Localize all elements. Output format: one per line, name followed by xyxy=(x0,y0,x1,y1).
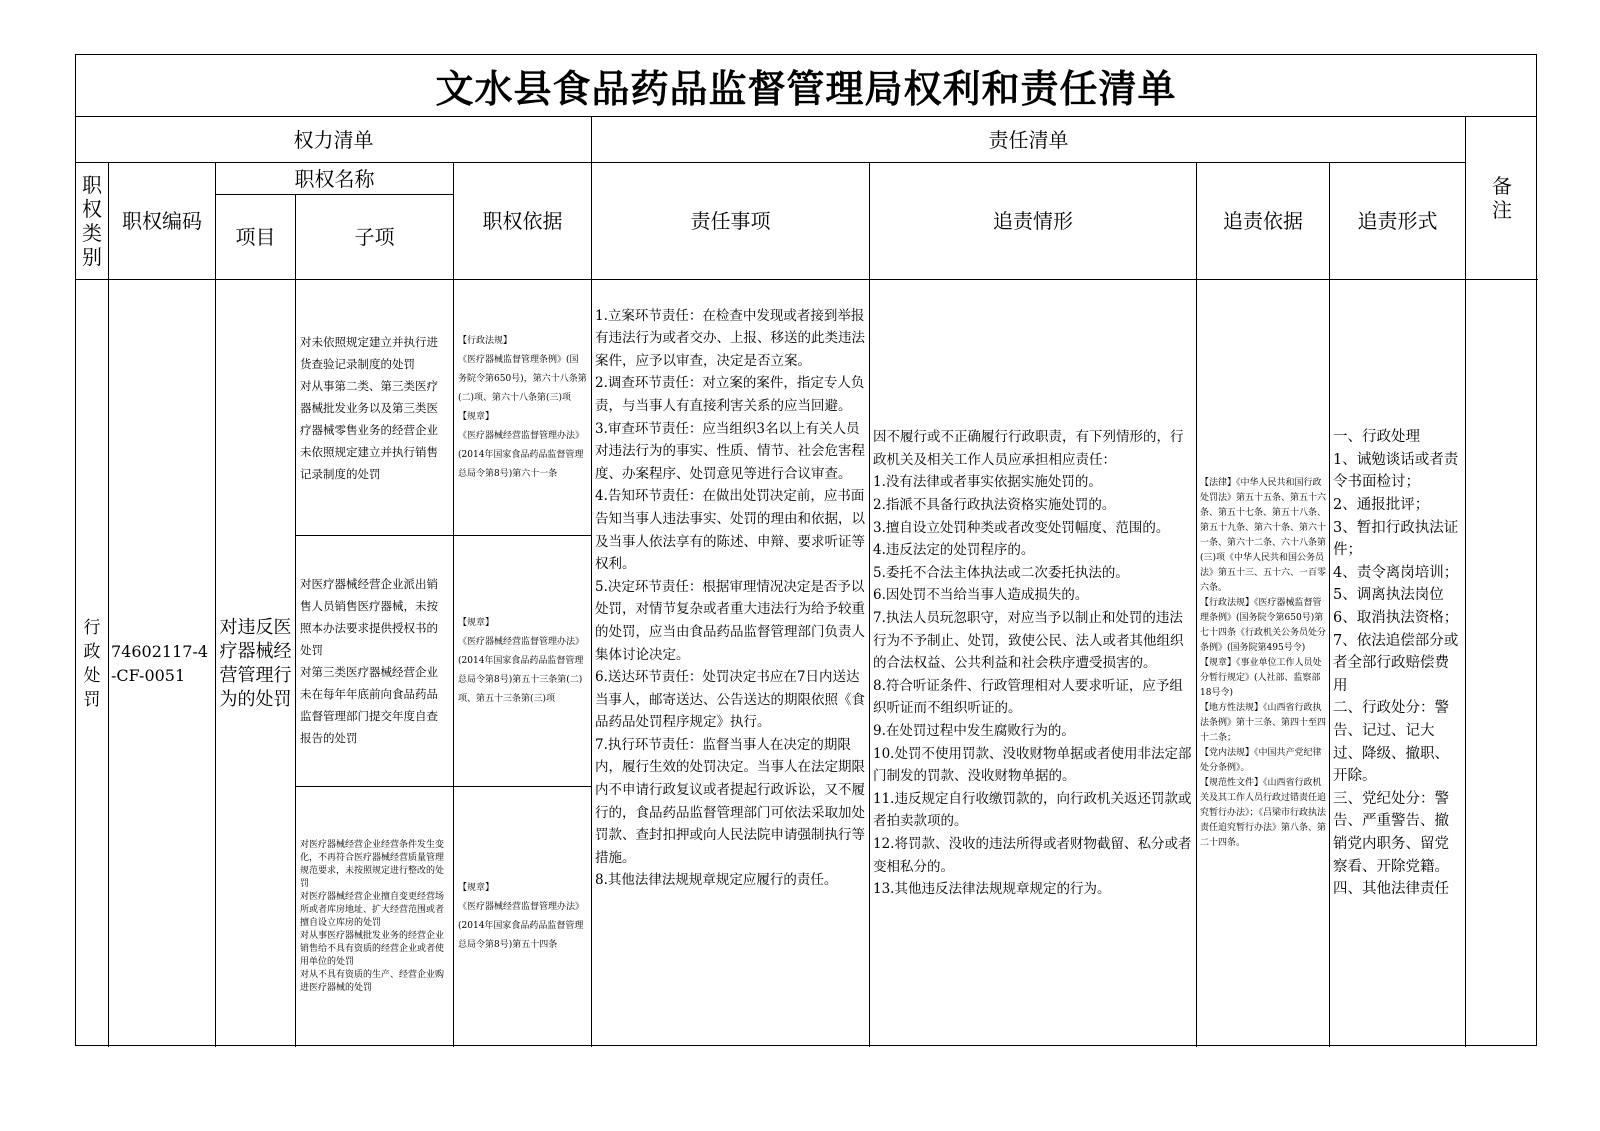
basis-cell-2 xyxy=(454,536,592,787)
category-cell xyxy=(76,280,109,1047)
item-header: 项目 xyxy=(216,195,296,280)
remark-header xyxy=(1466,117,1538,280)
responsibility-list-header: 责任清单 xyxy=(592,117,1466,163)
category-header xyxy=(76,163,109,280)
subitem-header: 子项 xyxy=(296,195,454,280)
accountability-case-text: 因不履行或不正确履行行政职责，有下列情形的，行政机关及相关工作人员应承担相应责任： 1.没有法律或者事实依据实施处罚的。 2.指派不具备行政执法资格实施处罚的。 3.擅自设立处罚种类或者改变处罚幅度、范围的。 4.违反法定的处罚程序的。 5.委托不合法主体执法或二次委托执法的。 6.因处罚不当给当事人造成损失的。 7.执法人员玩忽职守，对应当予以制止和处罚的违法行为不予制止、处罚，致使公民、法人或者其他组织的合法权益、公共利益和社会秩序遭受损害的。 8.符合听证条件、行政管理相对人要求听证，应予组织听证而不组织听证的。 9.在处罚过程中发生腐败行为的。 10.处罚不使用罚款、没收财物单据或者使用非法定部门制发的罚款、没收财物单据的。 11.违反规定自行收缴罚款的，向行政机关返还罚款或者拍卖款项的。 12.将罚款、没收的违法所得或者财物截留、私分或者变相私分的。 13.其他违反法律法规规章规定的行为。 xyxy=(873,429,1192,898)
basis-text-1: 【行政法规】 《医疗器械监督管理条例》(国务院令第650号)，第六十八条第(二)项、第六十八条第(三)项 【规章】 《医疗器械经营监督管理办法》(2014年国家食品药品监督管理总局令第8号)第六十一条 xyxy=(458,335,587,479)
accountability-form-header: 追责形式 xyxy=(1330,163,1466,280)
remark-cell xyxy=(1466,280,1538,1047)
subitem-cell-2 xyxy=(296,536,454,787)
document-title: 文水县食品药品监督管理局权利和责任清单 xyxy=(76,55,1536,117)
duty-header: 责任事项 xyxy=(592,163,870,280)
subitem-text-2: 对医疗器械经营企业派出销售人员销售医疗器械，未按照本办法要求提供授权书的处罚 对第三类医疗器械经营企业未在每年年底前向食品药品监督管理部门提交年度自查报告的处罚 xyxy=(300,577,438,745)
subitem-text-1: 对未依照规定建立并执行进货查验记录制度的处罚 对从事第二类、第三类医疗器械批发业务以及第三类医疗器械零售业务的经营企业未依照规定建立并执行销售记录制度的处罚 xyxy=(300,334,438,481)
name-header: 职权名称 xyxy=(216,163,454,195)
subitem-cell-1 xyxy=(296,280,454,536)
subitem-cell-3 xyxy=(296,787,454,1047)
remark-header-label: 备注 xyxy=(1492,174,1512,222)
basis-cell-3 xyxy=(454,787,592,1047)
duty-text: 1.立案环节责任：在检查中发现或者接到举报有违法行为或者交办、上报、移送的此类违法案件，应予以审查，决定是否立案。 2.调查环节责任：对立案的案件，指定专人负责，与当事人有直接利害关系的应当回避。 3.审查环节责任：应当组织3名以上有关人员对违法行为的事实、性质、情节、社会危害程度、办案程序、处罚意见等进行合议审查。 4.告知环节责任：在做出处罚决定前，应书面告知当事人违法事实、处罚的理由和依据，以及当事人依法享有的陈述、申辩、要求听证等权利。 5.决定环节责任：根据审理情况决定是否予以处罚，对情节复杂或者重大违法行为给予较重的处罚，应当由食品药品监督管理部门负责人集体讨论决定。 6.送达环节责任：处罚决定书应在7日内送达当事人，邮寄送达、公告送达的期限依照《食品药品处罚程序规定》执行。 7.执行环节责任：监督当事人在决定的期限内，履行生效的处罚决定。当事人在法定期限内不申请行政复议或者提起行政诉讼，又不履行的，食品药品监督管理部门可依法采取加处罚款、查封扣押或向人民法院申请强制执行等措施。 8.其他法律法规规章规定应履行的责任。 xyxy=(595,307,865,889)
basis-text-3: 【规章】 《医疗器械经营监督管理办法》(2014年国家食品药品监督管理总局令第8号)第五十四条 xyxy=(458,883,585,950)
basis-cell-1 xyxy=(454,280,592,536)
basis-header: 职权依据 xyxy=(454,163,592,280)
accountability-basis-text: 【法律】《中华人民共和国行政处罚法》第五十五条、第五十六条、第五十七条、第五十八条、第五十九条、第六十条、第六十一条、第六十二条、六十八条第(三)项《中华人民共和国公务员法》第五十三、五十六、一百零六条。 【行政法规】《医疗器械监督管理条例》(国务院令第650号)第七十四条《行政机关公务员处分条例》(国务院第495号令) 【规章】《事业单位工作人员处分暂行规定》(人社部、监察部18号令) 【地方性法规】《山西省行政执法条例》第十三条、第四十至四十二条； 【党内法规】《中国共产党纪律处分条例》。 【规范性文件】《山西省行政机关及其工作人员行政过错责任追究暂行办法》；《吕梁市行政执法责任追究暂行办法》第八条、第二十四条。 xyxy=(1200,478,1327,848)
item-cell xyxy=(216,280,296,1047)
accountability-case-cell xyxy=(870,280,1197,1047)
subitem-text-3: 对医疗器械经营企业经营条件发生变化，不再符合医疗器械经营质量管理规范要求，未按照规定进行整改的处罚 对医疗器械经营企业擅自变更经营场所或者库房地址、扩大经营范围或者擅自设立库房的处罚 对从事医疗器械批发业务的经营企业销售给不具有资质的经营企业或者使用单位的处罚 对从不具有资质的生产、经营企业购进医疗器械的处罚 xyxy=(300,840,445,993)
duty-cell xyxy=(592,280,870,1047)
item-value: 对违反医疗器械经营管理行为的处罚 xyxy=(219,616,292,710)
responsibility-list-table xyxy=(75,54,1537,1046)
accountability-basis-header: 追责依据 xyxy=(1197,163,1330,280)
basis-text-2: 【规章】 《医疗器械经营监督管理办法》(2014年国家食品药品监督管理总局令第8号)第五十三条第(二)项、第五十三条第(三)项 xyxy=(458,617,585,704)
code-cell xyxy=(109,280,216,1047)
power-list-header: 权力清单 xyxy=(76,117,592,163)
code-header: 职权编码 xyxy=(109,163,216,280)
accountability-basis-cell xyxy=(1197,280,1330,1047)
accountability-form-cell xyxy=(1330,280,1466,1047)
accountability-case-header: 追责情形 xyxy=(870,163,1197,280)
category-header-label: 职权类别 xyxy=(82,173,102,269)
category-value: 行政处罚 xyxy=(83,617,101,710)
accountability-form-text: 一、行政处理 1、诫勉谈话或者责令书面检讨； 2、通报批评； 3、暂扣行政执法证件； 4、责令离岗培训； 5、调离执法岗位 6、取消执法资格； 7、依法追偿部分或者全部行政赔偿费用 二、行政处分：警告、记过、记大过、降级、撤职、开除。 三、党纪处分：警告、严重警告、撤销党内职务、留党察看、开除党籍。 四、其他法律责任 xyxy=(1333,429,1459,898)
code-value: 74602117-4-CF-0051 xyxy=(111,641,209,685)
